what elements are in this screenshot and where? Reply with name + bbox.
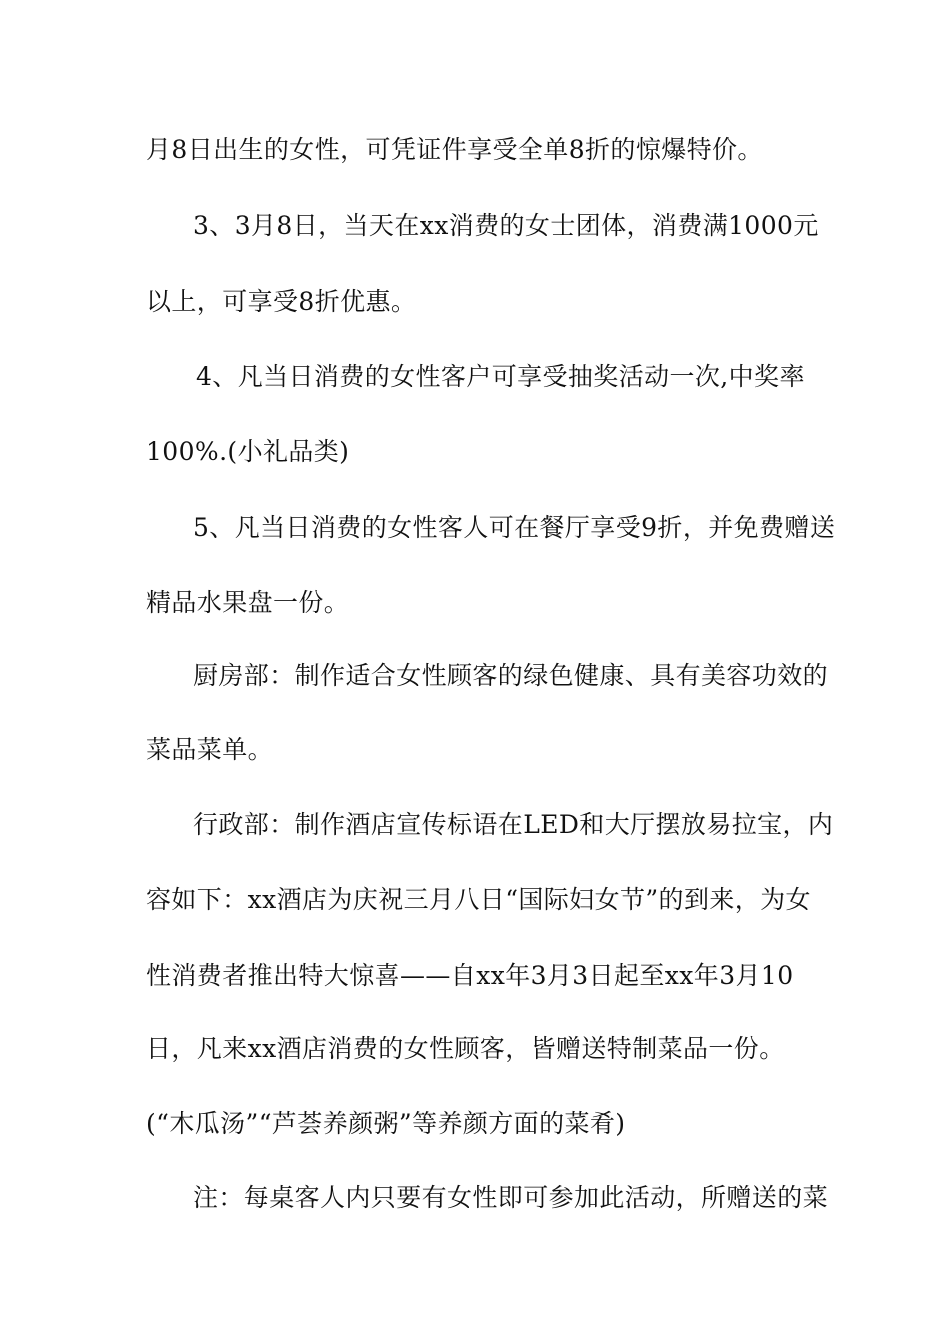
paragraph-line: 性消费者推出特大惊喜——自xx年3月3日起至xx年3月10 [146,961,794,990]
paragraph-line: 厨房部：制作适合女性顾客的绿色健康、具有美容功效的 [193,661,829,690]
paragraph-line: 注：每桌客人内只要有女性即可参加此活动，所赠送的菜 [193,1183,829,1212]
paragraph-line: 月8日出生的女性，可凭证件享受全单8折的惊爆特价。 [146,135,763,164]
paragraph-line: 菜品菜单。 [146,735,274,764]
paragraph-line: 日，凡来xx酒店消费的女性顾客，皆赠送特制菜品一份。 [146,1034,785,1063]
paragraph-line: 行政部：制作酒店宣传标语在LED和大厅摆放易拉宝，内 [193,810,834,839]
paragraph-line: 容如下：xx酒店为庆祝三月八日“国际妇女节”的到来，为女 [146,885,811,914]
paragraph-line: (“木瓜汤”“芦荟养颜粥”等养颜方面的菜肴) [146,1109,626,1138]
paragraph-line: 4、凡当日消费的女性客户可享受抽奖活动一次,中奖率 [196,362,805,391]
paragraph-line: 3、3月8日，当天在xx消费的女士团体，消费满1000元 [193,211,819,240]
paragraph-line: 精品水果盘一份。 [146,588,350,617]
paragraph-line: 5、凡当日消费的女性客人可在餐厅享受9折，并免费赠送 [193,513,836,542]
paragraph-line: 100%.(小礼品类) [146,437,350,466]
paragraph-line: 以上，可享受8折优惠。 [146,287,417,316]
